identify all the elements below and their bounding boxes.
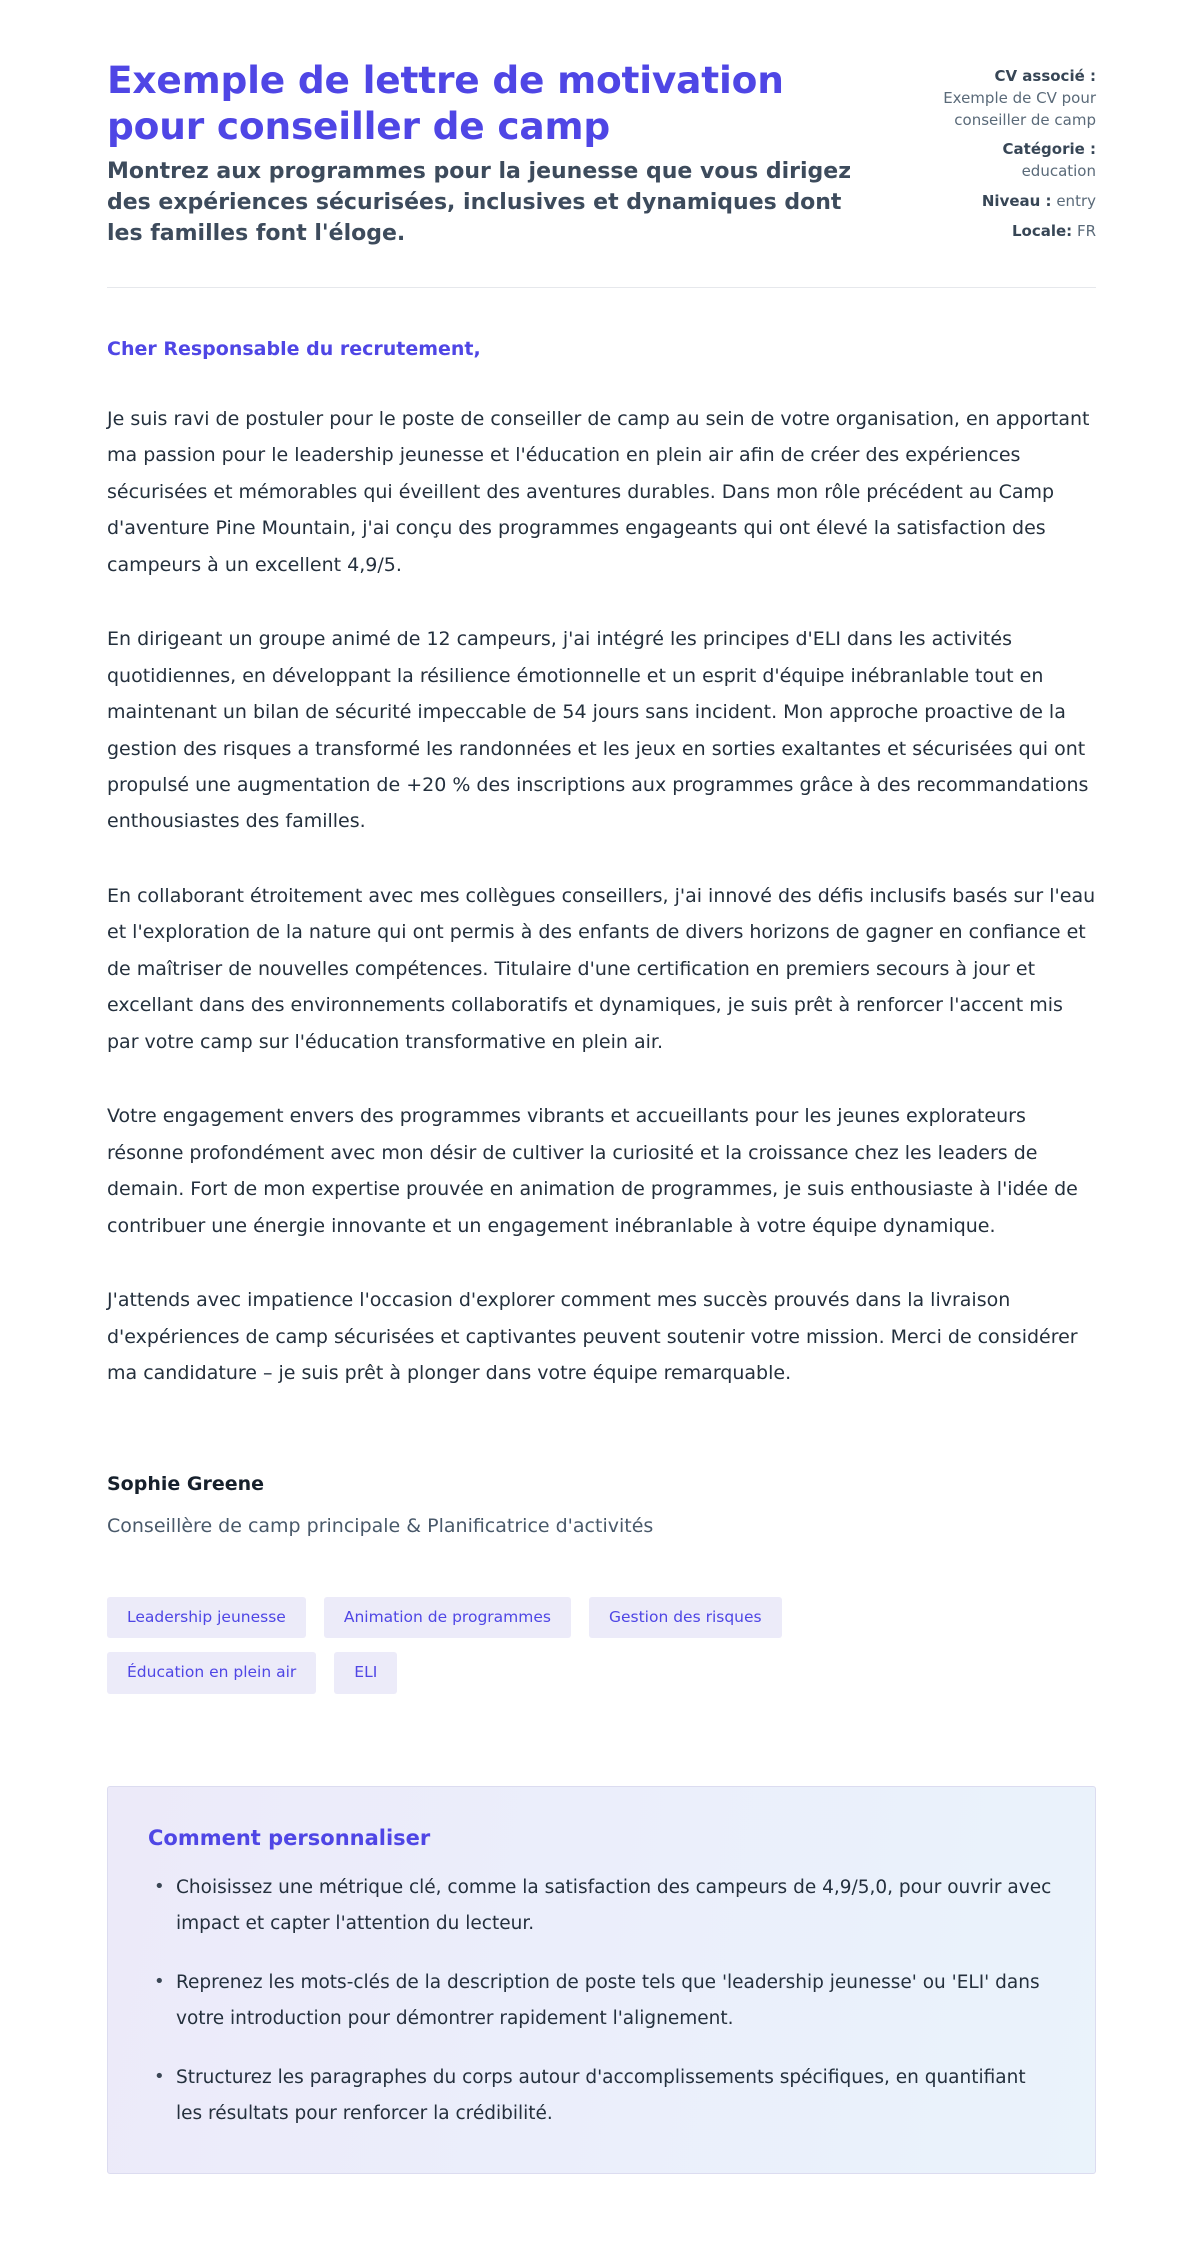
header-divider: [107, 287, 1096, 288]
tag-chip[interactable]: Gestion des risques: [589, 1597, 782, 1639]
document-header: [0, 0, 1200, 249]
meta-label-associated-cv: CV associé :: [994, 67, 1096, 85]
letter-paragraph: Votre engagement envers des programmes vibrants et accueillants pour les jeunes explorateurs résonne profondément avec mon désir de cultiver la curiosité et la croissance chez les leaders de demain. Fort de mon expertise prouvée en animation de programmes, je suis enthousiaste à l'idée de contribuer une énergie innovante et un engagement inébranlable à votre équipe dynamique.: [107, 1105, 1078, 1237]
letter-paragraph: En collaborant étroitement avec mes collègues conseillers, j'ai innové des défis inclusifs basés sur l'eau et l'exploration de la nature qui ont permis à des enfants de divers horizons de gagner en confiance et de maîtriser de nouvelles compétences. Titulaire d'une certification en premiers secours à jour et excellant dans des environnements collaboratifs et dynamiques, je suis prêt à renforcer l'accent mis par votre camp sur l'éducation transformative en plein air.: [107, 884, 1096, 1053]
meta-spacer-2: [896, 184, 1096, 191]
meta-label-level: Niveau :: [981, 191, 1052, 210]
meta-spacer-3: [896, 214, 1096, 221]
meta-row-category: [896, 139, 1096, 183]
meta-value-locale: FR: [1076, 221, 1096, 240]
letter-paragraph: En dirigeant un groupe animé de 12 campeurs, j'ai intégré les principes d'ELI dans les activités quotidiennes, en développant la résilience émotionnelle et un esprit d'équipe inébranlable tout en maintenant un bilan de sécurité impeccable de 54 jours sans incident. Mon approche proactive de la gestion des risques a transformé les randonnées et les jeux en sorties exaltantes et sécurisées qui ont propulsé une augmentation de +20 % des inscriptions aux programmes grâce à des recommandations enthousiastes des familles.: [107, 628, 1089, 833]
meta-spacer-1: [896, 132, 1096, 139]
meta-value-category: education: [1021, 162, 1096, 180]
letter-paragraph: Je suis ravi de postuler pour le poste de conseiller de camp au sein de votre organisation, en apportant ma passion pour le leadership jeunesse et l'éducation en plein air afin de créer des expériences sécurisées et mémorables qui éveillent des aventures durables. Dans mon rôle précédent au Camp d'aventure Pine Mountain, j'ai conçu des programmes engageants qui ont élevé la satisfaction des campeurs à un excellent 4,9/5.: [107, 407, 1090, 576]
document-metadata-panel: [896, 58, 1096, 243]
callout-tip-list: [148, 1870, 1055, 2131]
tag-chip[interactable]: ELI: [334, 1652, 397, 1694]
signature-role: Conseillère de camp principale & Planificatrice d'activités: [107, 1515, 654, 1538]
callout-title: Comment personnaliser: [148, 1825, 431, 1850]
callout-tip-item: • Reprenez les mots-clés de la description de poste tels que 'leadership jeunesse' ou 'ELI' dans votre introduction pour démontrer rapidement l'alignement.: [174, 1965, 1055, 2036]
letter-paragraph: J'attends avec impatience l'occasion d'explorer comment mes succès prouvés dans la livraison d'expériences de camp sécurisées et captivantes peuvent soutenir votre mission. Merci de considérer ma candidature – je suis prêt à plonger dans votre équipe remarquable.: [107, 1289, 1078, 1385]
tag-chip[interactable]: Éducation en plein air: [107, 1652, 316, 1694]
tag-chip[interactable]: Leadership jeunesse: [107, 1597, 306, 1639]
page-subtitle: Montrez aux programmes pour la jeunesse que vous dirigez des expériences sécurisées, inclusives et dynamiques dont les familles font l'éloge.: [107, 158, 852, 246]
callout-tip-item: • Choisissez une métrique clé, comme la satisfaction des campeurs de 4,9/5,0, pour ouvrir avec impact et capter l'attention du lecteur.: [174, 1870, 1055, 1941]
meta-label-category: Catégorie :: [1002, 140, 1096, 159]
meta-value-level: entry: [1056, 191, 1096, 210]
meta-row-associated-cv: [896, 66, 1096, 131]
letter-salutation: Cher Responsable du recrutement,: [107, 338, 481, 361]
tag-chip[interactable]: Animation de programmes: [324, 1597, 571, 1639]
signature-block: [0, 1470, 1200, 1541]
signature-name: Sophie Greene: [107, 1472, 265, 1495]
callout-tip-item: • Structurez les paragraphes du corps autour d'accomplissements spécifiques, en quantifiant les résultats pour renforcer la crédibilité.: [174, 2060, 1055, 2131]
letter-body: [0, 336, 1200, 1391]
customization-callout: [107, 1786, 1096, 2175]
meta-value-associated-cv: Exemple de CV pour conseiller de camp: [943, 88, 1096, 129]
meta-label-locale: Locale:: [1011, 221, 1073, 240]
page-title: Exemple de lettre de motivation pour conseiller de camp: [107, 58, 784, 148]
tag-list: [0, 1597, 1030, 1694]
meta-row-level: [896, 191, 1096, 213]
meta-row-locale: [896, 221, 1096, 243]
header-text-block: [107, 58, 856, 249]
page-bottom-spacer: [0, 2174, 1200, 2244]
